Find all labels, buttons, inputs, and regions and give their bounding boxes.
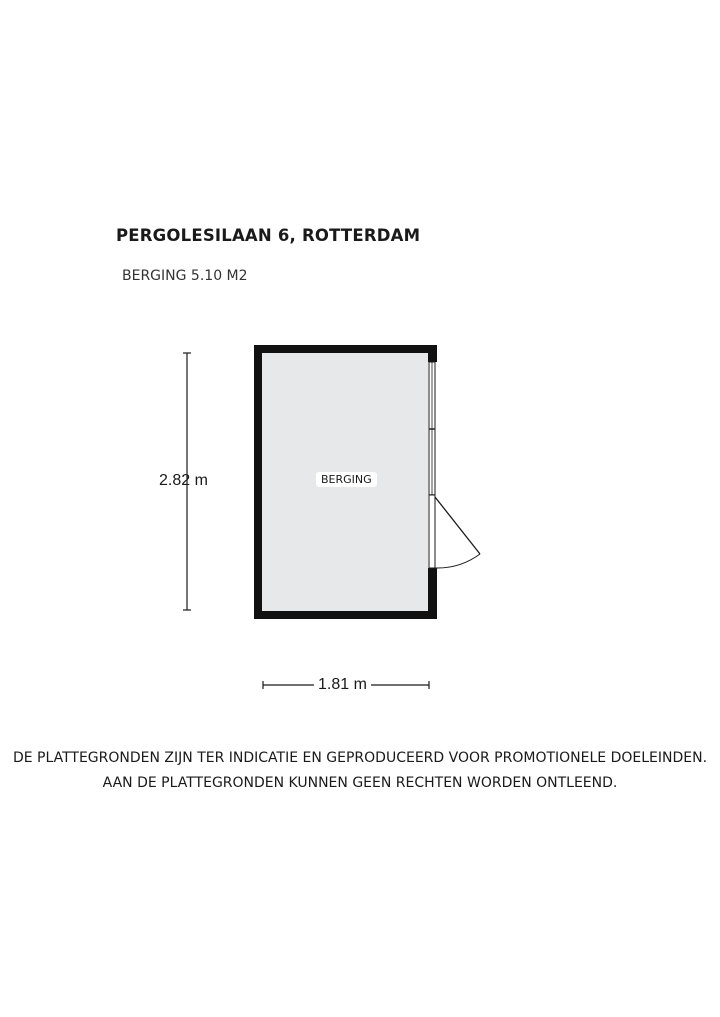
door	[429, 495, 480, 568]
wall-right-upper	[428, 345, 437, 362]
wall-top	[254, 345, 437, 353]
area-subtitle: BERGING 5.10 M2	[122, 268, 248, 284]
window	[429, 362, 435, 495]
disclaimer-line-2: AAN DE PLATTEGRONDEN KUNNEN GEEN RECHTEN WORDEN ONTLEEND.	[102, 775, 618, 791]
disclaimer	[0, 746, 720, 796]
wall-left	[254, 345, 262, 619]
height-dimension-label: 2.82 m	[159, 472, 208, 489]
room-label: BERGING	[316, 472, 377, 487]
width-dimension-label: 1.81 m	[314, 676, 371, 694]
wall-right-lower	[428, 568, 437, 619]
disclaimer-line-1: DE PLATTEGRONDEN ZIJN TER INDICATIE EN GEPRODUCEERD VOOR PROMOTIONELE DOELEINDEN.	[12, 750, 708, 766]
door-leaf	[435, 497, 480, 554]
door-swing-arc	[435, 554, 480, 568]
address-title: PERGOLESILAAN 6, ROTTERDAM	[116, 226, 421, 245]
wall-bottom	[254, 611, 437, 619]
